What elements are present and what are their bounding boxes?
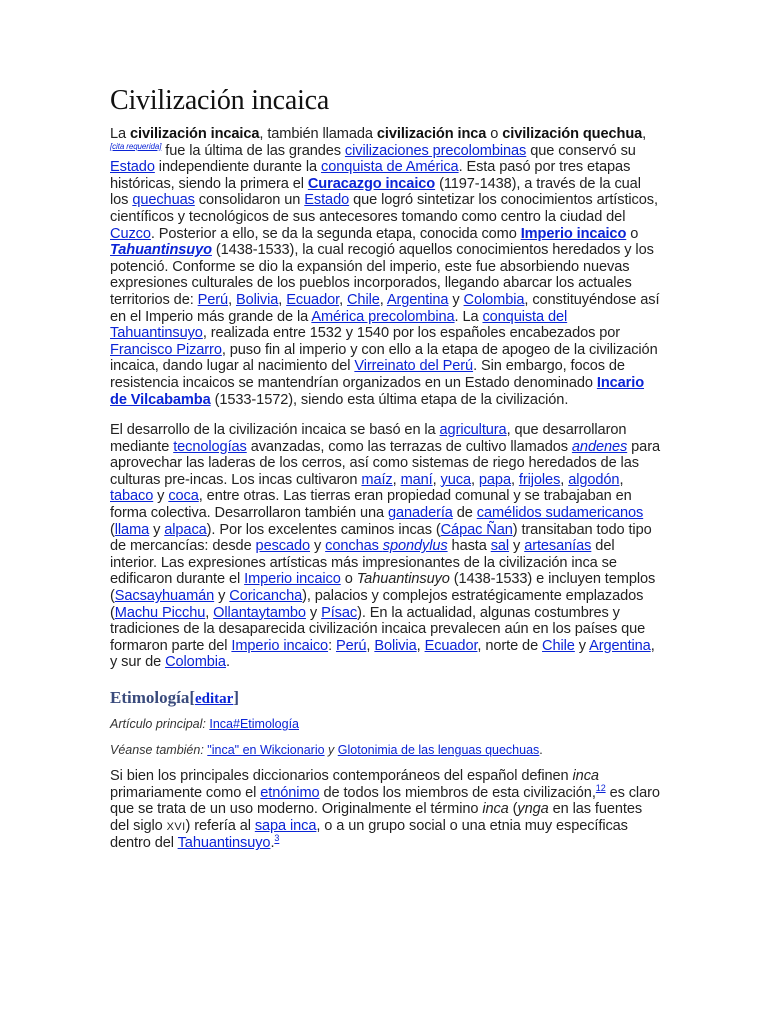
- text: fue la última de las grandes: [161, 142, 345, 159]
- text: que logró sintetizar los conocimientos artísticos, científicos y tecnológicos de sus antecesores tomando como centro la ciudad del: [110, 192, 658, 225]
- text: de todos los miembros de esta civilización,: [319, 784, 596, 801]
- text: , o a un grupo social o una etnia muy específicas dentro del: [110, 817, 628, 852]
- link-chile[interactable]: Chile: [542, 637, 575, 654]
- link-machu-picchu[interactable]: Machu Picchu: [114, 604, 206, 621]
- text: o: [486, 126, 503, 142]
- link-text: andenes: [571, 438, 628, 455]
- text: , entre otras. Las tierras eran propiedad comunal y se trabajaban en forma colectiva. Desarrollaron también una: [110, 488, 632, 522]
- italic-term: Tahuantinsuyo: [356, 571, 450, 588]
- italic-term: inca: [572, 768, 599, 784]
- text: ), palacios y complejos estratégicamente emplazados (: [110, 588, 644, 621]
- text: para aprovechar las laderas de los cerros, así como sistemas de riego heredados de las culturas pre-incas. Los incas cultivaron: [110, 438, 660, 488]
- link-ollantaytambo[interactable]: Ollantaytambo: [213, 604, 306, 621]
- text: (1438-1533) e incluyen templos (: [110, 571, 656, 605]
- link-bolivia[interactable]: Bolivia: [374, 637, 417, 654]
- text: en las fuentes del siglo: [110, 801, 643, 834]
- link-tahuantinsuyo[interactable]: [110, 242, 212, 258]
- text: y: [149, 521, 165, 538]
- text: (1197-1438), a través de la cual los: [110, 175, 641, 209]
- link-tahuantinsuyo[interactable]: Tahuantinsuyo: [177, 835, 271, 852]
- link-maiz[interactable]: maíz: [361, 471, 393, 488]
- link-andenes[interactable]: [572, 439, 627, 455]
- link-argentina[interactable]: Argentina: [386, 291, 449, 308]
- section-title: Etimología: [110, 688, 190, 707]
- text: . Sin embargo, focos de resistencia incaicos se mantendrían organizados en un Estado denominado: [110, 358, 625, 391]
- link-conquista-del-tahuantinsuyo[interactable]: conquista del Tahuantinsuyo: [110, 308, 568, 342]
- link-tecnologias[interactable]: tecnologías: [173, 438, 247, 455]
- text: primariamente como el: [110, 784, 261, 801]
- link-sapa-inca[interactable]: sapa inca: [254, 817, 317, 834]
- link-colombia[interactable]: Colombia: [165, 654, 226, 671]
- link-civilizaciones-precolombinas[interactable]: civilizaciones precolombinas: [344, 142, 527, 159]
- link-argentina[interactable]: Argentina: [589, 637, 651, 654]
- text: ,: [392, 471, 401, 488]
- edit-section-link[interactable]: editar: [195, 691, 234, 707]
- link-text-italic: spondylus: [382, 538, 448, 555]
- text: del interior. Las expresiones artísticas más impresionantes de la civilización inca se edificaron durante el: [110, 538, 617, 588]
- text: ,: [432, 471, 441, 488]
- link-text: Curacazgo incaico: [307, 175, 436, 192]
- etymology-paragraph: [110, 768, 660, 852]
- link-yuca[interactable]: yuca: [440, 471, 471, 488]
- text: de: [452, 505, 477, 522]
- text: y: [448, 291, 464, 308]
- citation-needed-link[interactable]: [cita requerida]: [110, 141, 162, 151]
- text: , y sur de: [110, 637, 655, 671]
- text: y: [214, 588, 230, 605]
- text: que conservó su: [526, 142, 636, 159]
- link-bolivia[interactable]: Bolivia: [235, 291, 279, 308]
- text: , constituyéndose así en el Imperio más grande de la: [110, 291, 660, 325]
- link-ecuador[interactable]: Ecuador: [286, 291, 340, 308]
- text: ,: [642, 126, 647, 142]
- text: hasta: [447, 538, 491, 555]
- text: ,: [205, 604, 214, 621]
- link-frijoles[interactable]: frijoles: [518, 471, 561, 488]
- reference-link-12[interactable]: 12: [595, 782, 606, 793]
- link-conquista-de-america[interactable]: conquista de América: [321, 159, 459, 176]
- link-america-precolombina[interactable]: América precolombina: [311, 308, 455, 325]
- link-peru[interactable]: Perú: [335, 637, 367, 654]
- text: ,: [510, 471, 519, 488]
- link-agricultura[interactable]: agricultura: [439, 422, 507, 439]
- link-sal[interactable]: sal: [490, 538, 510, 555]
- link-peru[interactable]: Perú: [197, 291, 229, 308]
- link-tabaco[interactable]: tabaco: [110, 488, 154, 505]
- century-smallcaps: XVI: [166, 820, 186, 833]
- link-inca-etimologia[interactable]: Inca#Etimología: [209, 717, 299, 731]
- text: (: [110, 521, 115, 538]
- hatnote-label: Véanse también:: [110, 743, 208, 757]
- text: y: [310, 538, 326, 555]
- reference-link-3[interactable]: 3: [274, 833, 280, 844]
- link-imperio-incaico[interactable]: [521, 226, 627, 242]
- text: ). Por los excelentes caminos incas (: [206, 521, 441, 538]
- link-glotonimia[interactable]: Glotonimia de las lenguas quechuas: [337, 743, 540, 757]
- text: consolidaron un: [194, 192, 305, 209]
- text: , también llamada: [259, 126, 377, 142]
- link-estado[interactable]: Estado: [110, 159, 155, 176]
- development-paragraph: [110, 422, 660, 671]
- link-estado-2[interactable]: Estado: [304, 192, 350, 209]
- main-article-hatnote: [110, 716, 660, 732]
- text: . Esta pasó por tres etapas históricas, siendo la primera el: [110, 159, 631, 192]
- text: ,: [619, 471, 624, 488]
- text: ,: [278, 291, 287, 308]
- text: y: [305, 604, 322, 621]
- link-pescado[interactable]: pescado: [255, 538, 311, 555]
- text: ) transitaban todo tipo de mercancías: desde: [110, 521, 652, 555]
- link-francisco-pizarro[interactable]: Francisco Pizarro: [110, 341, 222, 358]
- link-capac-nan[interactable]: Cápac Ñan: [440, 521, 513, 538]
- link-algodon[interactable]: algodón: [568, 471, 620, 488]
- link-colombia[interactable]: Colombia: [463, 291, 525, 308]
- link-inca-wikcionario[interactable]: "inca" en Wikcionario: [207, 743, 325, 757]
- text: ,: [379, 291, 387, 308]
- bold-term: civilización quechua: [502, 126, 643, 142]
- text: y: [324, 743, 338, 757]
- link-text: Tahuantinsuyo: [110, 242, 212, 259]
- text: .: [270, 835, 275, 852]
- text: ,: [366, 637, 375, 654]
- see-also-hatnote: [110, 742, 660, 758]
- link-virreinato-del-peru[interactable]: Virreinato del Perú: [354, 358, 474, 375]
- italic-term: inca: [482, 801, 509, 818]
- link-papa[interactable]: papa: [478, 471, 511, 488]
- link-ecuador[interactable]: Ecuador: [424, 637, 478, 654]
- link-imperio-incaico-2[interactable]: Imperio incaico: [231, 637, 329, 654]
- text: . Posterior a ello, se da la segunda etapa, conocida como: [150, 225, 521, 242]
- text: (: [508, 801, 518, 818]
- link-conchas-spondylus[interactable]: [325, 538, 447, 554]
- text: Si bien los principales diccionarios contemporáneos del español definen: [110, 768, 573, 784]
- text: ,: [339, 291, 347, 308]
- hatnote-label: Artículo principal:: [110, 717, 210, 731]
- article: [110, 84, 660, 866]
- section-heading-etimologia: [110, 687, 660, 710]
- link-text: Incario de Vilcabamba: [110, 374, 645, 408]
- text: , puso fin al imperio y con ello a la etapa de apogeo de la civilización incaica, dando lugar al nacimiento del: [110, 341, 658, 375]
- text: (1438-1533), la cual recogió aquellos conocimientos heredados y los potenció. Conforme se dio la expansión del imperio, este fue absorbiendo nuevas expresiones culturales de los pueblos incorporados, llegando abarcar los actuales territorios de:: [110, 242, 654, 308]
- text: es claro que se trata de un uso moderno. Originalmente el término: [110, 784, 660, 818]
- text: y: [574, 637, 590, 654]
- text: y: [509, 538, 525, 555]
- text: , que desarrollaron mediante: [110, 422, 627, 455]
- bold-term: civilización incaica: [130, 126, 260, 142]
- text: (1533-1572), siendo esta última etapa de la civilización.: [210, 391, 569, 408]
- link-imperio-incaico[interactable]: Imperio incaico: [244, 571, 341, 588]
- link-cuzco[interactable]: Cuzco: [110, 225, 151, 242]
- text: ,: [416, 637, 425, 654]
- link-coca[interactable]: coca: [168, 488, 199, 505]
- link-mani[interactable]: maní: [400, 471, 433, 488]
- link-alpaca[interactable]: alpaca: [164, 521, 207, 538]
- text: ) refería al: [185, 817, 255, 834]
- link-llama[interactable]: llama: [114, 521, 150, 538]
- bracket: [: [189, 688, 196, 707]
- text: El desarrollo de la civilización incaica se basó en la: [110, 422, 440, 439]
- intro-paragraph: [110, 126, 660, 408]
- text: ,: [560, 471, 569, 488]
- text: .: [225, 654, 230, 671]
- text: ,: [470, 471, 479, 488]
- link-ganaderia[interactable]: ganadería: [387, 505, 453, 522]
- text: y: [153, 488, 169, 505]
- text: La: [110, 126, 130, 142]
- link-text: Imperio incaico: [520, 225, 627, 242]
- link-etnonimo[interactable]: etnónimo: [260, 784, 320, 801]
- text: o: [340, 571, 357, 588]
- link-sacsayhuaman[interactable]: Sacsayhuamán: [114, 588, 215, 605]
- link-quechuas[interactable]: quechuas: [132, 192, 195, 209]
- text: , norte de: [477, 637, 543, 654]
- bracket: ]: [233, 688, 240, 707]
- text: . La: [454, 308, 483, 325]
- link-pisac[interactable]: Písac: [321, 604, 358, 621]
- text: ). En la actualidad, algunas costumbres y tradiciones de la desaparecida civilización incaica prevalecen aún en los países que formaron parte del: [110, 604, 646, 654]
- link-camelidos-sudamericanos[interactable]: camélidos sudamericanos: [476, 505, 644, 522]
- text: .: [539, 743, 543, 757]
- text: independiente durante la: [154, 159, 322, 176]
- link-text: conchas: [325, 538, 383, 555]
- text: o: [626, 225, 639, 242]
- page-title: Civilización incaica: [110, 85, 330, 116]
- link-artesanias[interactable]: artesanías: [524, 538, 592, 555]
- italic-term: ynga: [517, 801, 549, 818]
- link-chile[interactable]: Chile: [346, 291, 380, 308]
- link-curacazgo-incaico[interactable]: [308, 176, 435, 192]
- bold-term: civilización inca: [376, 126, 487, 142]
- text: ,: [228, 291, 236, 308]
- text: :: [328, 637, 336, 654]
- link-coricancha[interactable]: Coricancha: [229, 588, 303, 605]
- text: avanzadas, como las terrazas de cultivo llamados: [246, 438, 572, 455]
- text: , realizada entre 1532 y 1540 por los españoles encabezados por: [202, 325, 621, 342]
